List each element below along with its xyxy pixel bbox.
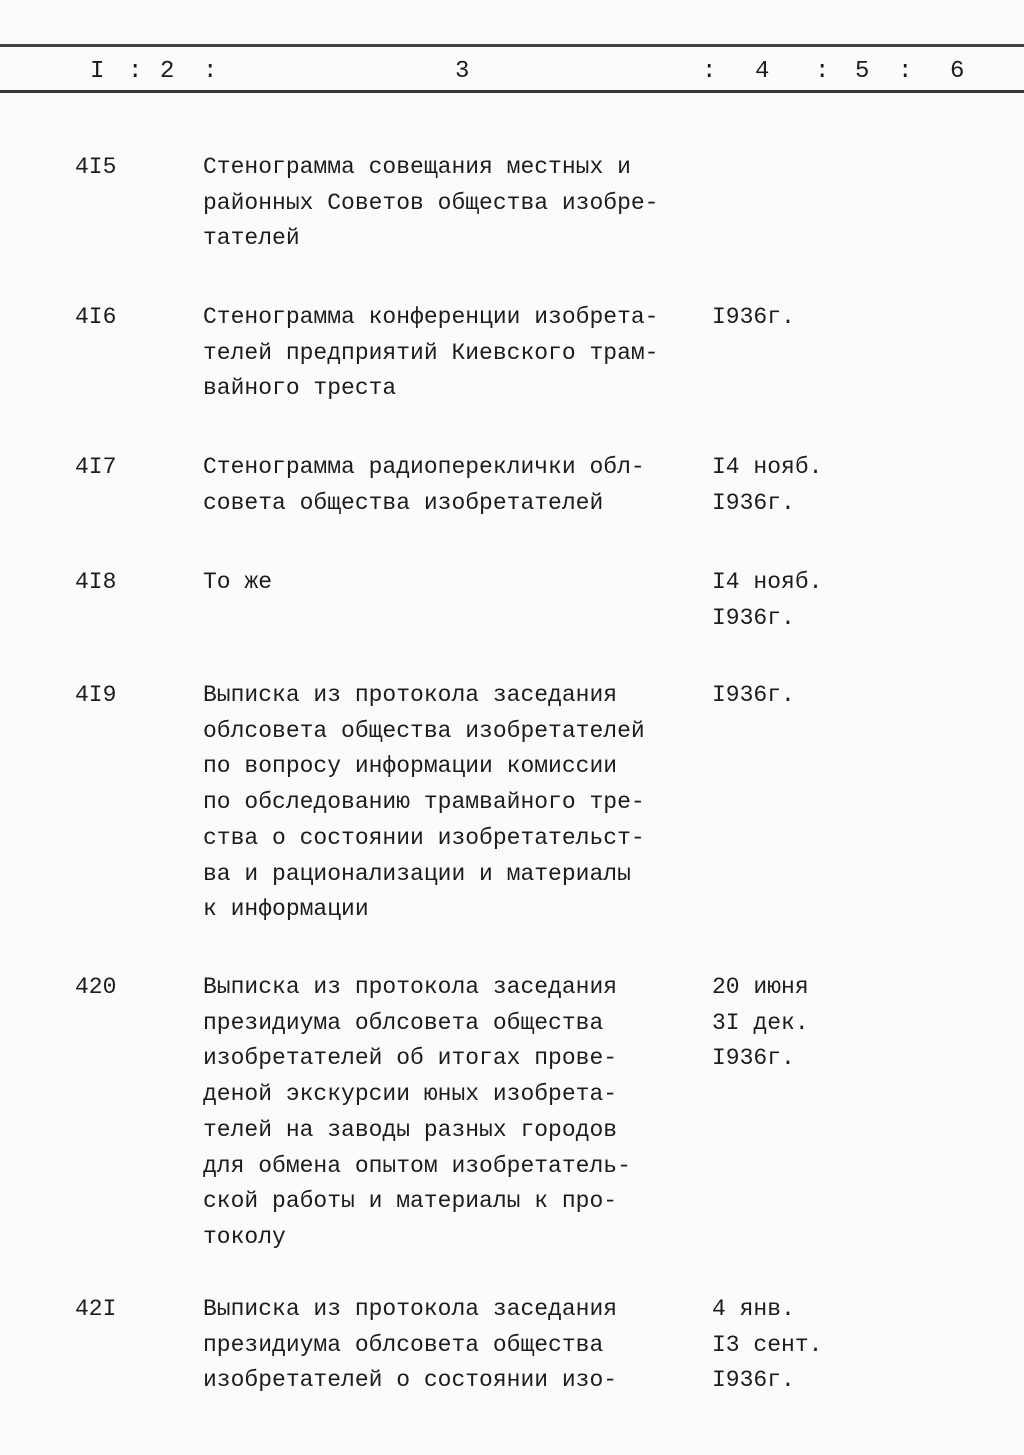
entry-description-line: телей предприятий Киевского трам- — [203, 339, 659, 366]
entry-date-line: I936г. — [712, 1045, 795, 1072]
entry-description — [203, 300, 658, 407]
entry-description-line: Выписка из протокола заседания — [203, 974, 618, 1000]
entry-description — [203, 565, 272, 601]
entry-description-line: для обмена опытом изобретатель- — [203, 1152, 631, 1179]
entry-description-line: токолу — [203, 1223, 286, 1250]
entry-dates — [712, 970, 809, 1077]
entry-number: 4I8 — [75, 569, 117, 595]
entry-date-line: 20 июня — [712, 974, 809, 1000]
header-sep: : — [702, 58, 717, 85]
entry-date-line: I936г. — [712, 489, 795, 516]
table-header-bottom-rule — [0, 90, 1024, 93]
entry-description-line: по обследованию трамвайного тре- — [203, 789, 645, 816]
entry-description-line: к информации — [203, 896, 369, 923]
entry-date-line: I936г. — [712, 604, 795, 631]
table-top-rule — [0, 44, 1024, 47]
entry-description-line: районных Советов общества изобре- — [203, 189, 659, 216]
entry-description — [203, 1292, 617, 1399]
entry-description-line: Стенограмма конференции изобрета- — [203, 304, 659, 330]
entry-date-line: 4 янв. — [712, 1296, 795, 1322]
entry-description — [203, 970, 631, 1256]
entry-description-line: изобретателей об итогах прове- — [203, 1045, 618, 1072]
header-col-4: 4 — [755, 58, 770, 85]
entry-description-line: ской работы и материалы к про- — [203, 1188, 618, 1215]
entry-description-line: совета общества изобретателей — [203, 489, 604, 516]
entry-number: 42I — [75, 1296, 117, 1322]
entry-dates — [712, 1292, 822, 1399]
entry-description-line: То же — [203, 569, 273, 595]
entry-description-line: Стенограмма совещания местных и — [203, 154, 631, 180]
header-sep: : — [128, 58, 143, 85]
entry-description-line: президиума облсовета общества — [203, 1009, 604, 1036]
entry-description-line: по вопросу информации комиссии — [203, 753, 618, 780]
entry-description-line: деной экскурсии юных изобрета- — [203, 1081, 618, 1108]
entry-description — [203, 450, 645, 521]
header-col-1: I — [90, 58, 105, 85]
entry-description — [203, 678, 645, 928]
entry-number: 420 — [75, 974, 117, 1000]
header-sep: : — [898, 58, 913, 85]
header-col-6: 6 — [950, 58, 965, 85]
entry-number: 4I9 — [75, 682, 117, 708]
entry-description-line: Стенограмма радиопереклички обл- — [203, 454, 645, 480]
entry-description-line: тателей — [203, 225, 300, 252]
entry-description-line: облсовета общества изобретателей — [203, 717, 645, 744]
entry-description-line: ства о состоянии изобретательст- — [203, 824, 645, 851]
entry-number: 4I7 — [75, 454, 117, 480]
entry-description-line: президиума облсовета общества — [203, 1331, 604, 1358]
entry-date-line: I936г. — [712, 682, 795, 708]
entry-date-line: I936г. — [712, 304, 795, 330]
entry-number: 4I6 — [75, 304, 117, 330]
entry-dates — [712, 565, 822, 636]
header-sep: : — [203, 58, 218, 85]
entry-description-line: Выписка из протокола заседания — [203, 1296, 618, 1322]
entry-description — [203, 150, 658, 257]
entry-date-line: 3I дек. — [712, 1009, 809, 1036]
entry-description-line: ва и рационализации и материалы — [203, 860, 631, 887]
entry-description-line: изобретателей о состоянии изо- — [203, 1367, 618, 1394]
entry-date-line: I3 сент. — [712, 1331, 823, 1358]
header-col-3: 3 — [455, 58, 470, 85]
entry-dates — [712, 678, 795, 714]
entry-dates — [712, 450, 822, 521]
entry-number: 4I5 — [75, 154, 117, 180]
entry-date-line: I936г. — [712, 1367, 795, 1394]
entry-dates — [712, 300, 795, 336]
header-sep: : — [815, 58, 830, 85]
entry-date-line: I4 нояб. — [712, 454, 823, 480]
entry-description-line: вайного треста — [203, 375, 397, 402]
header-col-2: 2 — [160, 58, 175, 85]
entry-date-line: I4 нояб. — [712, 569, 823, 595]
entry-description-line: Выписка из протокола заседания — [203, 682, 618, 708]
header-col-5: 5 — [855, 58, 870, 85]
entry-description-line: телей на заводы разных городов — [203, 1116, 618, 1143]
